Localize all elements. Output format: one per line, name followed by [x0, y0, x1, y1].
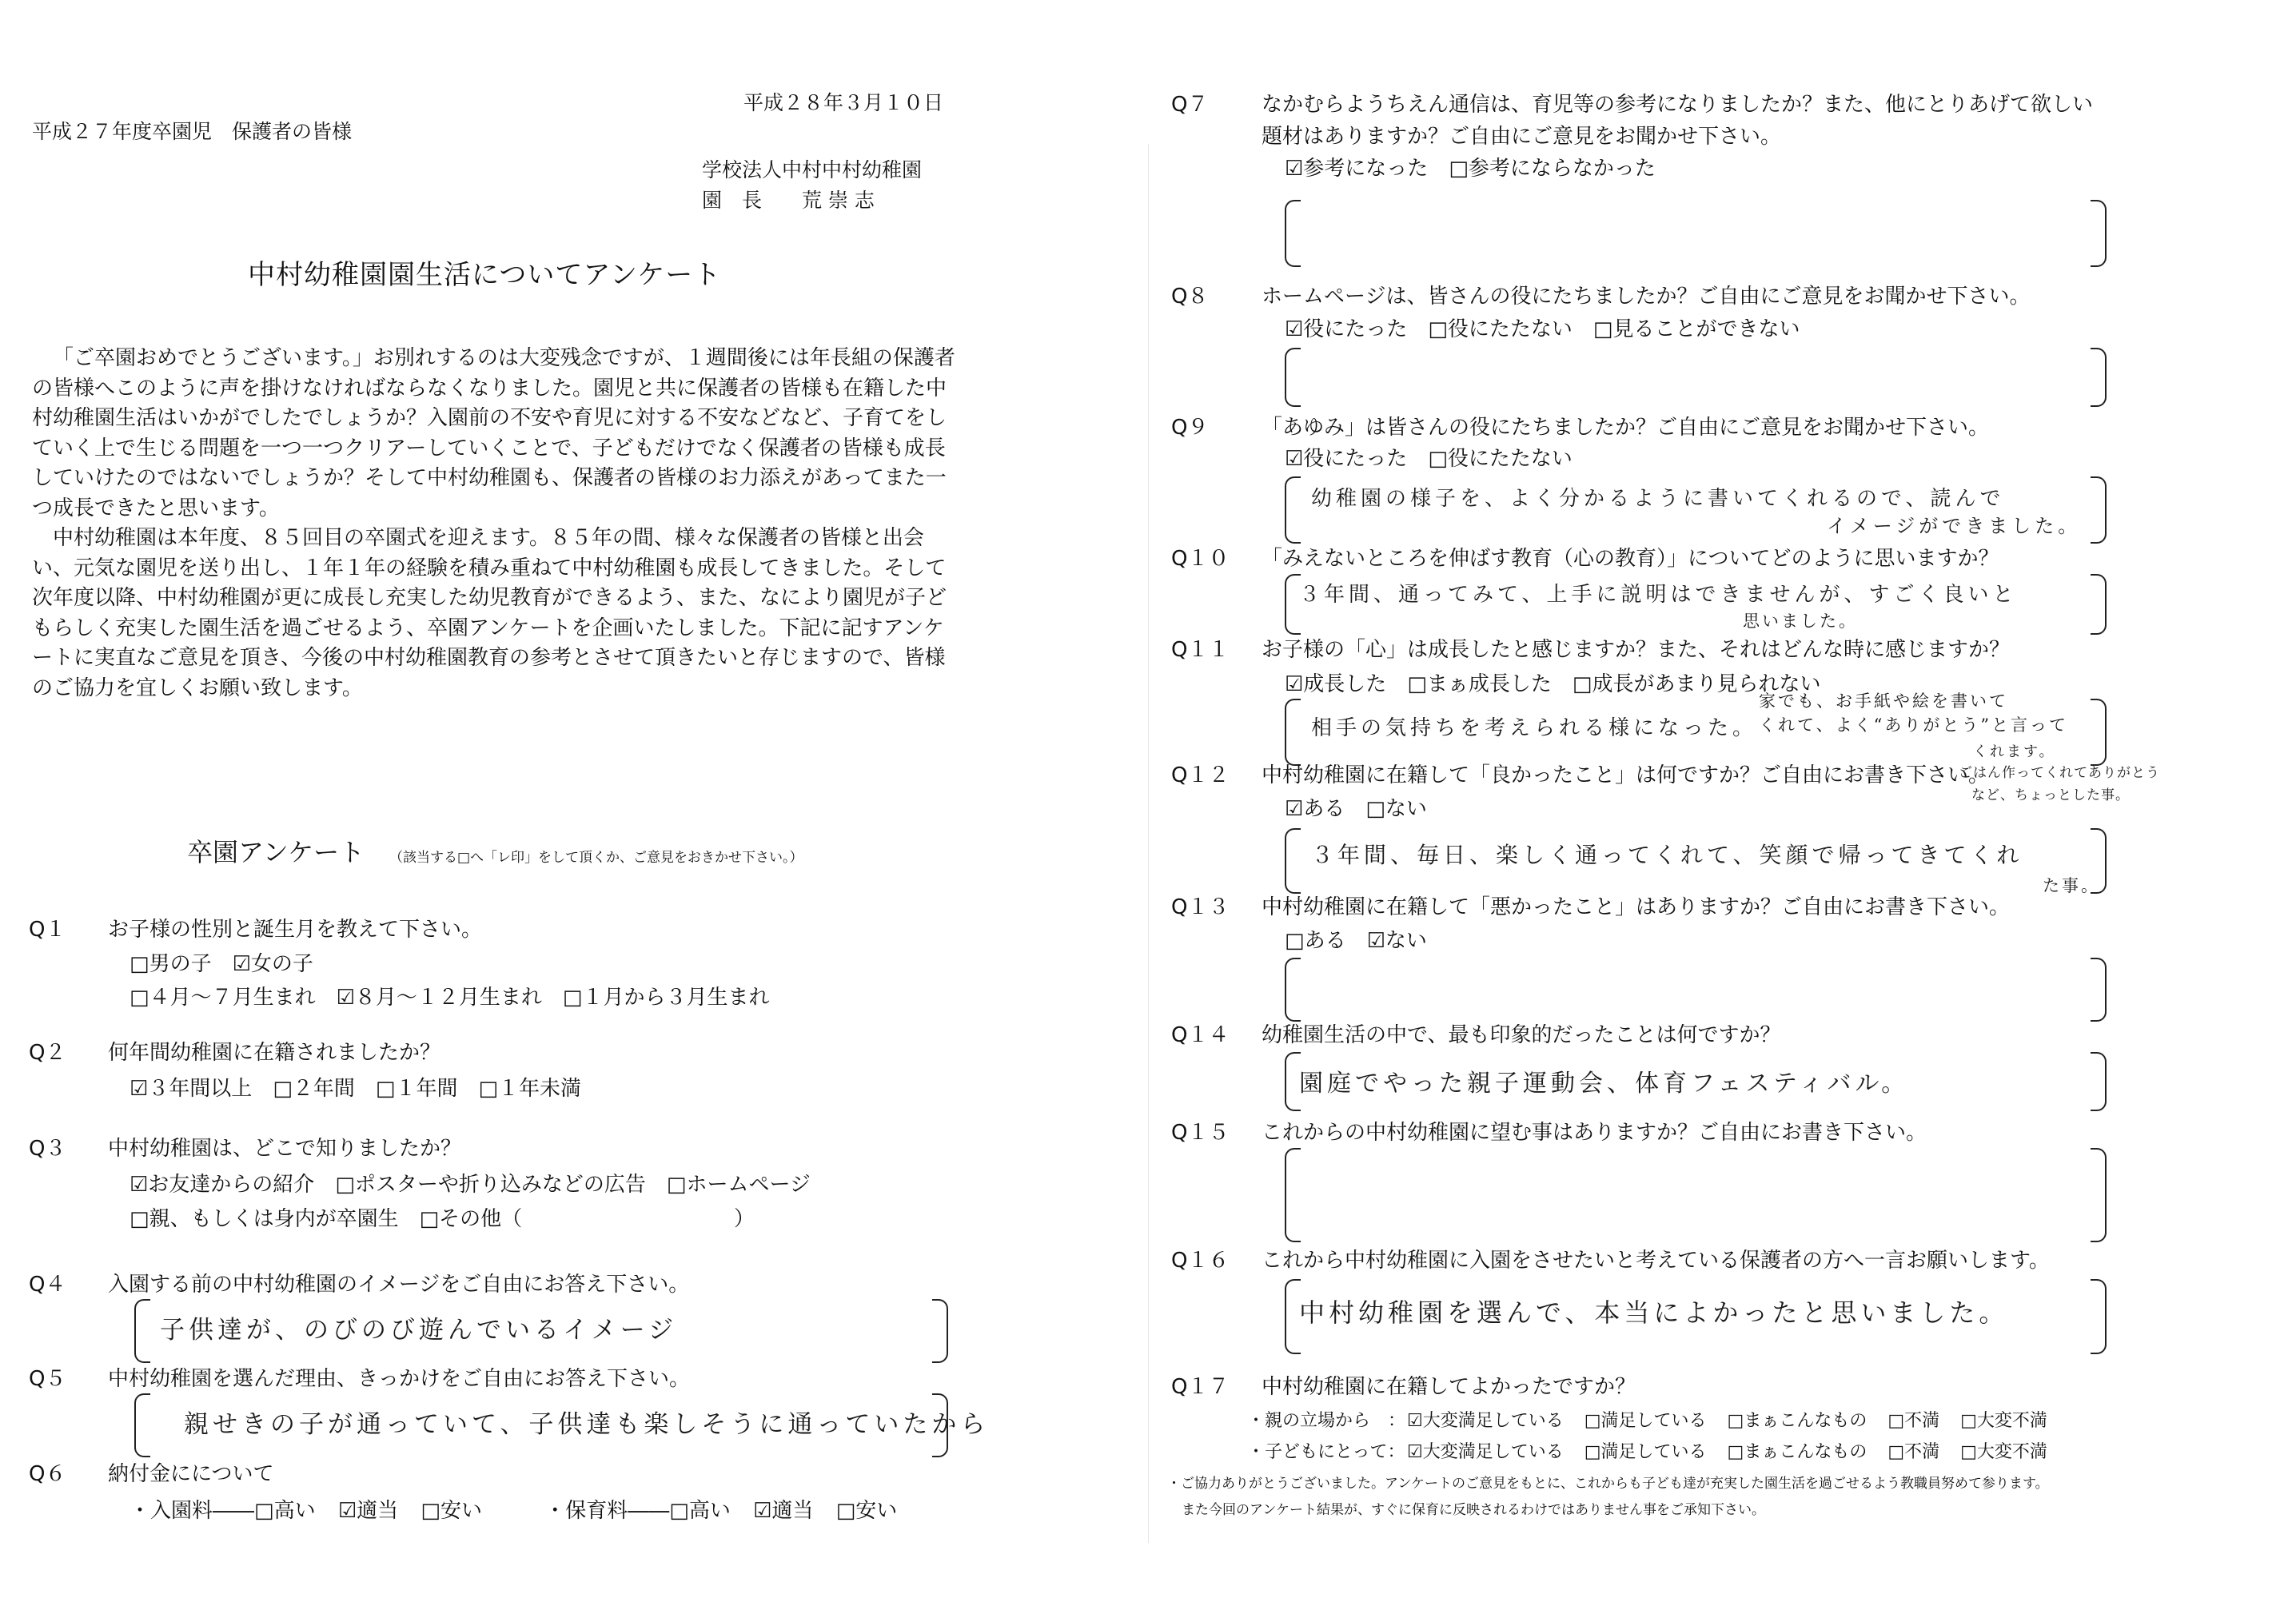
- question-text: 中村幼稚園は、どこで知りましたか？: [108, 1137, 462, 1161]
- checkbox-useful[interactable]: ☑役にたった: [1285, 447, 1408, 471]
- checkbox-dissatisfied[interactable]: □不満: [1887, 1442, 1940, 1462]
- question-text: 入園する前の中村幼稚園のイメージをご自由にお答え下さい。: [108, 1273, 690, 1297]
- question-text: 中村幼稚園を選んだ理由、きっかけをご自由にお答え下さい。: [108, 1367, 691, 1391]
- question-number: Q２: [29, 1041, 66, 1065]
- question-number: Q８: [1171, 285, 1209, 309]
- question-number: Q１４: [1171, 1023, 1230, 1047]
- footer-thanks: ・ご協力ありがとうございました。アンケートのご意見をもとに、これからも子ども達が充実した園生活を過ごせるよう教職員努めて参ります。: [1167, 1476, 2049, 1492]
- entrance-fee-low[interactable]: □安い: [421, 1499, 482, 1523]
- q12-handwritten-answer-cont: た事。: [2043, 876, 2100, 895]
- question-number: Q４: [29, 1273, 66, 1297]
- checkbox-grew-somewhat[interactable]: □まぁ成長した: [1407, 672, 1552, 696]
- checkbox-aug-dec[interactable]: ☑８月～１２月生まれ: [336, 986, 542, 1010]
- page-title: 中村幼稚園園生活についてアンケート: [248, 259, 722, 291]
- q15-answer-box[interactable]: [1285, 1148, 2107, 1242]
- checkbox-friend[interactable]: ☑お友達からの紹介: [130, 1173, 315, 1197]
- q9-handwritten-answer-cont: イメージができました。: [1827, 515, 2082, 537]
- checkbox-very-dissatisfied[interactable]: □大変不満: [1960, 1442, 2047, 1462]
- entrance-fee-high[interactable]: ・入園料――□高い: [130, 1499, 316, 1523]
- q11-handwritten-note-1: 家でも、お手紙や絵を書いて: [1759, 691, 2008, 711]
- checkbox-jan-mar[interactable]: □１月から３月生まれ: [562, 986, 770, 1010]
- checkbox-very-satisfied[interactable]: ☑大変満足している: [1407, 1411, 1564, 1431]
- question-number: Q３: [29, 1137, 66, 1161]
- checkbox-less-1year[interactable]: □１年未満: [478, 1077, 582, 1101]
- question-number: Q６: [29, 1462, 66, 1486]
- q17-child-options: [1407, 1441, 2068, 1465]
- checkbox-useful[interactable]: ☑役にたった: [1285, 317, 1408, 341]
- checkbox-satisfied[interactable]: □満足している: [1584, 1411, 1707, 1431]
- q9-handwritten-answer: 幼稚園の様子を、よく分かるように書いてくれるので、読んで: [1311, 487, 2005, 511]
- question-text: 中村幼稚園に在籍して「悪かったこと」はありますか？ご自由にお書き下さい。: [1262, 895, 2011, 919]
- date: 平成２８年３月１０日: [743, 91, 944, 114]
- question-text: 納付金にについて: [108, 1462, 274, 1486]
- question-text: これから中村幼稚園に入園をさせたいと考えている保護者の方へ一言お願いします。: [1262, 1249, 2050, 1273]
- q3-options-row1: [130, 1171, 831, 1198]
- question-number: Q１０: [1171, 547, 1230, 571]
- question-number: Q１７: [1171, 1375, 1230, 1399]
- q17-parent-options: [1407, 1409, 2068, 1433]
- question-number: Q９: [1171, 416, 1209, 440]
- question-text: お子様の性別と誕生月を教えて下さい。: [108, 918, 483, 942]
- question-number: Q１３: [1171, 895, 1230, 919]
- principal: 園 長 荒 崇 志: [702, 189, 875, 212]
- question-number: Q１: [29, 918, 66, 942]
- checkbox-very-dissatisfied[interactable]: □大変不満: [1960, 1411, 2047, 1431]
- q16-handwritten-answer: 中村幼稚園を選んで、本当によかったと思いました。: [1299, 1297, 2009, 1328]
- other-close-paren: ）: [734, 1207, 755, 1231]
- q8-answer-box[interactable]: [1285, 348, 2107, 407]
- q1-gender-options: [130, 950, 334, 978]
- checkbox-so-so[interactable]: □まぁこんなもの: [1727, 1442, 1867, 1462]
- q10-handwritten-answer-cont: 思いました。: [1743, 612, 1858, 631]
- checkbox-no[interactable]: □ない: [1365, 797, 1427, 821]
- survey-title: 卒園アンケート: [187, 837, 365, 867]
- tuition-fair[interactable]: ☑適当: [753, 1499, 814, 1523]
- checkbox-1year[interactable]: □１年間: [375, 1077, 458, 1101]
- q11-handwritten-note-5: など、ちょっとした事。: [1971, 787, 2130, 803]
- checkbox-apr-jul[interactable]: □４月～７月生まれ: [130, 986, 316, 1010]
- question-number: Q５: [29, 1367, 66, 1391]
- question-text: これからの中村幼稚園に望む事はありますか？ご自由にお書き下さい。: [1262, 1121, 1927, 1145]
- checkbox-yes[interactable]: □ある: [1285, 929, 1346, 953]
- question-text: 何年間幼稚園に在籍されましたか？: [108, 1041, 441, 1065]
- question-text: 中村幼稚園に在籍してよかったですか？: [1262, 1375, 1636, 1399]
- checkbox-relative[interactable]: □親、もしくは身内が卒園生: [130, 1207, 399, 1231]
- checkbox-so-so[interactable]: □まぁこんなもの: [1727, 1411, 1867, 1431]
- q13-options: [1285, 927, 1448, 954]
- q3-options-row2: [130, 1206, 543, 1233]
- question-text: なかむらようちえん通信は、育児等の参考になりましたか？また、他にとりあげて欲しい: [1262, 93, 2094, 117]
- checkbox-not-helpful[interactable]: □参考にならなかった: [1449, 157, 1656, 181]
- q11-handwritten-note-3: くれます。: [1973, 743, 2056, 760]
- intro-paragraph-1: 「ご卒園おめでとうございます。」お別れするのは大変残念ですが、１週間後には年長組の保護者の皆様へこのように声を掛けなければならなくなりました。園児と共に保護者の皆様も在籍した中村幼稚園生活はいかがでしたでしょうか？入園前の不安や育児に対する不安などなど、子育てをしていく上で生じる問題を一つ一つクリアーしていくことで、子どもだけでなく保護者の皆様も成長していけたのではないでしょうか？そして中村幼稚園も、保護者の皆様のお力添えがあってまた一つ成長できたと思います。: [32, 346, 955, 520]
- checkbox-not-useful[interactable]: □役にたたない: [1428, 447, 1573, 471]
- checkbox-yes[interactable]: ☑ある: [1285, 797, 1345, 821]
- q7-options: [1285, 155, 1676, 182]
- footer-note: また今回のアンケート結果が、すぐに保育に反映されるわけではありません事をご承知下さい。: [1182, 1502, 1765, 1518]
- q10-handwritten-answer: ３年間、通ってみて、上手に説明はできませんが、すごく良いと: [1299, 583, 2018, 607]
- checkbox-3years[interactable]: ☑３年間以上: [130, 1077, 253, 1101]
- q12-options: [1285, 795, 1448, 823]
- checkbox-boy[interactable]: □男の子: [130, 952, 212, 976]
- checkbox-other[interactable]: □その他（: [419, 1207, 523, 1231]
- checkbox-no[interactable]: ☑ない: [1366, 929, 1427, 953]
- survey-note: （該当する□へ「レ印」をして頂くか、ご意見をおきかせ下さい。）: [389, 850, 803, 866]
- checkbox-satisfied[interactable]: □満足している: [1584, 1442, 1707, 1462]
- entrance-fee-fair[interactable]: ☑適当: [337, 1499, 399, 1523]
- q13-answer-box[interactable]: [1285, 958, 2107, 1022]
- question-number: Q１６: [1171, 1249, 1230, 1273]
- checkbox-cannot-view[interactable]: □見ることができない: [1592, 317, 1800, 341]
- checkbox-very-satisfied[interactable]: ☑大変満足している: [1407, 1442, 1564, 1462]
- question-number: Q７: [1171, 93, 1209, 117]
- child-perspective-label: ・子どもにとって：: [1247, 1442, 1405, 1462]
- organization: 学校法人中村中村幼稚園: [702, 158, 923, 181]
- question-number: Q１２: [1171, 763, 1230, 787]
- tuition-high[interactable]: ・保育料――□高い: [544, 1499, 731, 1523]
- q7-answer-box[interactable]: [1285, 200, 2107, 267]
- question-text: 幼稚園生活の中で、最も印象的だったことは何ですか？: [1262, 1023, 1781, 1047]
- addressee: 平成２７年度卒園児 保護者の皆様: [32, 120, 353, 143]
- parent-perspective-label: ・親の立場から ：: [1247, 1411, 1406, 1431]
- q11-handwritten-note-2: くれて、よく“ありがとう”と言って: [1759, 715, 2069, 735]
- q14-handwritten-answer: 園庭でやった親子運動会、体育フェスティバル。: [1299, 1070, 1910, 1098]
- q11-handwritten-answer: 相手の気持ちを考えられる様になった。: [1311, 716, 1758, 740]
- question-text: 「あゆみ」は皆さんの役にたちましたか？ご自由にご意見をお聞かせ下さい。: [1262, 416, 1990, 440]
- checkbox-homepage[interactable]: □ホームページ: [666, 1173, 811, 1197]
- q2-options: [130, 1075, 602, 1102]
- checkbox-2years[interactable]: □２年間: [273, 1077, 355, 1101]
- question-text: お子様の「心」は成長したと感じますか？また、それはどんな時に感じますか？: [1262, 638, 2011, 662]
- question-text-cont: 題材はありますか？ご自由にご意見をお聞かせ下さい。: [1262, 125, 1782, 149]
- checkbox-helpful[interactable]: ☑参考になった: [1285, 157, 1429, 181]
- question-number: Q１５: [1171, 1121, 1230, 1145]
- q5-handwritten-answer: 親せきの子が通っていて、子供達も楽しそうに通っていたから: [184, 1410, 990, 1439]
- question-text: 中村幼稚園に在籍して「良かったこと」は何ですか？ご自由にお書き下さい。: [1262, 763, 1990, 787]
- checkbox-girl[interactable]: ☑女の子: [232, 952, 313, 976]
- question-text: 「みえないところを伸ばす教育（心の教育）」についてどのように思いますか？: [1262, 547, 1999, 571]
- checkbox-poster[interactable]: □ポスターや折り込みなどの広告: [335, 1173, 646, 1197]
- checkbox-not-grown[interactable]: □成長があまり見られない: [1572, 672, 1821, 696]
- intro-paragraph-2: 中村幼稚園は本年度、８５回目の卒園式を迎えます。８５年の間、様々な保護者の皆様と出会い、元気な園児を送り出し、１年１年の経験を積み重ねて中村幼稚園も成長してきました。そして次年度以降、中村幼稚園が更に成長し充実した幼児教育ができるよう、また、なにより園児が子どもらしく充実した園生活を過ごせるよう、卒園アンケートを企画いたしました。下記に記すアンケートに実直なご意見を頂き、今後の中村幼稚園教育の参考とさせて頂きたいと存じますので、皆様のご協力を宜しくお願い致します。: [32, 526, 947, 700]
- q4-handwritten-answer: 子供達が、のびのび遊んでいるイメージ: [160, 1316, 678, 1345]
- q1-birth-options: [130, 984, 790, 1011]
- page-fold: [1148, 144, 1149, 1543]
- question-text: ホームページは、皆さんの役にたちましたか？ご自由にご意見をお聞かせ下さい。: [1262, 285, 2031, 309]
- q11-options: [1285, 671, 1841, 698]
- tuition-low[interactable]: □安い: [835, 1499, 898, 1523]
- q8-options: [1285, 316, 1820, 343]
- q12-handwritten-answer: ３年間、毎日、楽しく通ってくれて、笑顔で帰ってきてくれ: [1311, 842, 2023, 868]
- checkbox-grew[interactable]: ☑成長した: [1285, 672, 1387, 696]
- checkbox-dissatisfied[interactable]: □不満: [1887, 1411, 1940, 1431]
- question-number: Q１１: [1171, 638, 1230, 662]
- checkbox-not-useful[interactable]: □役にたたない: [1428, 317, 1573, 341]
- q9-options: [1285, 445, 1593, 472]
- q6-options: [130, 1497, 897, 1524]
- q11-handwritten-note-4: ごはん作ってくれてありがとう: [1959, 765, 2160, 781]
